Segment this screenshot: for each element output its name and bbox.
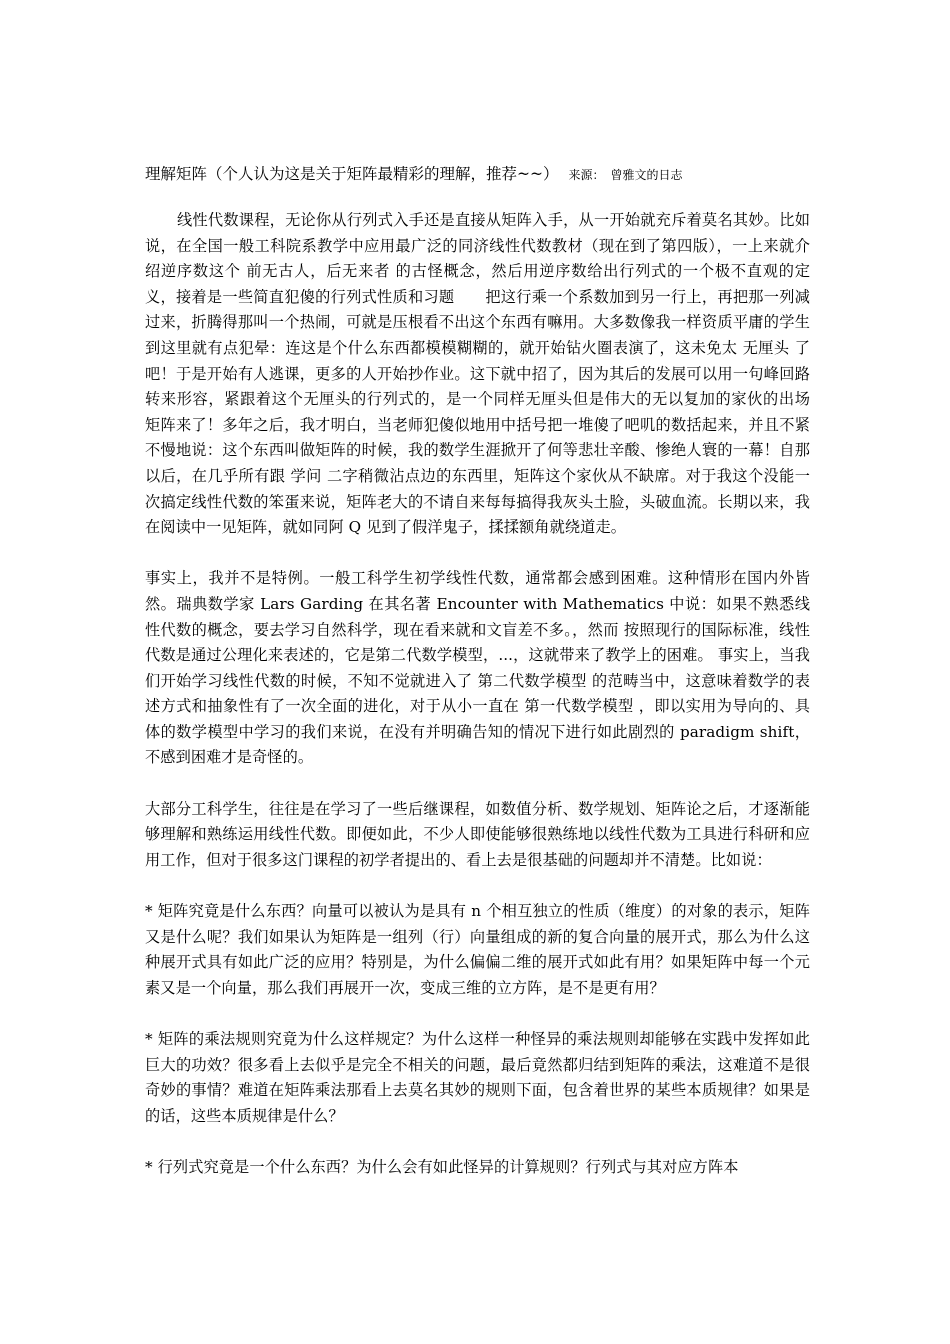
question-determinant: * 行列式究竟是一个什么东西？为什么会有如此怪异的计算规则？行列式与其对应方阵本	[145, 1157, 739, 1176]
paragraph-intro: 线性代数课程，无论你从行列式入手还是直接从矩阵入手，从一开始就充斥着莫名其妙。比如说，在全国一般工科院系教学中应用最广泛的同济线性代数教材（现在到了第四版），一上来就介绍逆序数这个 前无古人，后无来者 的古怪概念，然后用逆序数给出行列式的一个极不直观的定义，接着是一些简直犯傻的行列式性质和习题 把这行乘一个系数加到另一行上，再把那一列减过来，折腾得那叫一个热闹，可就是压根看不出这个东西有嘛用。大多数像我一样资质平庸的学生到这里就有点犯晕：连这是个什么东西都模模糊糊的，就开始钻火圈表演了，这未免太 无厘头 了吧！于是开始有人逃课，更多的人开始抄作业。这下就中招了，因为其后的发展可以用一句峰回路转来形容，紧跟着这个无厘头的行列式的，是一个同样无厘头但是伟大的无以复加的家伙的出场 矩阵来了！多年之后，我才明白，当老师犯傻似地用中括号把一堆傻了吧叽的数括起来，并且不紧不慢地说：这个东西叫做矩阵的时候，我的数学生涯掀开了何等悲壮辛酸、惨绝人寰的一幕！自那以后，在几乎所有跟 学问 二字稍微沾点边的东西里，矩阵这个家伙从不缺席。对于我这个没能一次搞定线性代数的笨蛋来说，矩阵老大的不请自来每每搞得我灰头土脸，头破血流。长期以来，我在阅读中一见矩阵，就如同阿 Q 见到了假洋鬼子，揉揉额角就绕道走。	[145, 211, 841, 537]
question-matrix-what: * 矩阵究竟是什么东西？向量可以被认为是具有 n 个相互独立的性质（维度）的对象的表示，矩阵又是什么呢？我们如果认为矩阵是一组列（行）向量组成的新的复合向量的展开式，那么为什么这种展开式具有如此广泛的应用？特别是，为什么偏偏二维的展开式如此有用？如果矩阵中每一个元素又是一个向量，那么我们再展开一次，变成三维的立方阵，是不是更有用？	[145, 902, 810, 997]
document-body	[145, 208, 841, 1181]
document-title: 理解矩阵（个人认为这是关于矩阵最精彩的理解，推荐~~）	[145, 165, 559, 183]
document-title-line	[145, 162, 825, 187]
paragraph-most-students: 大部分工科学生，往往是在学习了一些后继课程，如数值分析、数学规划、矩阵论之后，才逐渐能够理解和熟练运用线性代数。即便如此，不少人即使能够很熟练地以线性代数为工具进行科研和应用工作，但对于很多这门课程的初学者提出的、看上去是很基础的问题却并不清楚。比如说：	[145, 799, 810, 869]
question-matrix-multiplication: * 矩阵的乘法规则究竟为什么这样规定？为什么这样一种怪异的乘法规则却能够在实践中发挥如此巨大的功效？很多看上去似乎是完全不相关的问题，最后竟然都归结到矩阵的乘法，这难道不是很奇妙的事情？难道在矩阵乘法那看上去莫名其妙的规则下面，包含着世界的某些本质规律？如果是的话，这些本质规律是什么？	[145, 1030, 810, 1125]
document-source: 来源： 曾雅文的日志	[568, 168, 683, 182]
paragraph-in-fact: 事实上，我并不是特例。一般工科学生初学线性代数，通常都会感到困难。这种情形在国内外皆然。瑞典数学家 Lars Garding 在其名著 Encounter with Mathematics 中说：如果不熟悉线性代数的概念，要去学习自然科学，现在看来就和文盲差不多。，然而 按照现行的国际标准，线性代数是通过公理化来表述的，它是第二代数学模型，...，这就带来了教学上的困难。 事实上，当我们开始学习线性代数的时候，不知不觉就进入了 第二代数学模型 的范畴当中，这意味着数学的表述方式和抽象性有了一次全面的进化，对于从小一直在 第一代数学模型 ，即以实用为导向的、具体的数学模型中学习的我们来说，在没有并明确告知的情况下进行如此剧烈的 paradigm shift，不感到困难才是奇怪的。	[145, 569, 810, 767]
